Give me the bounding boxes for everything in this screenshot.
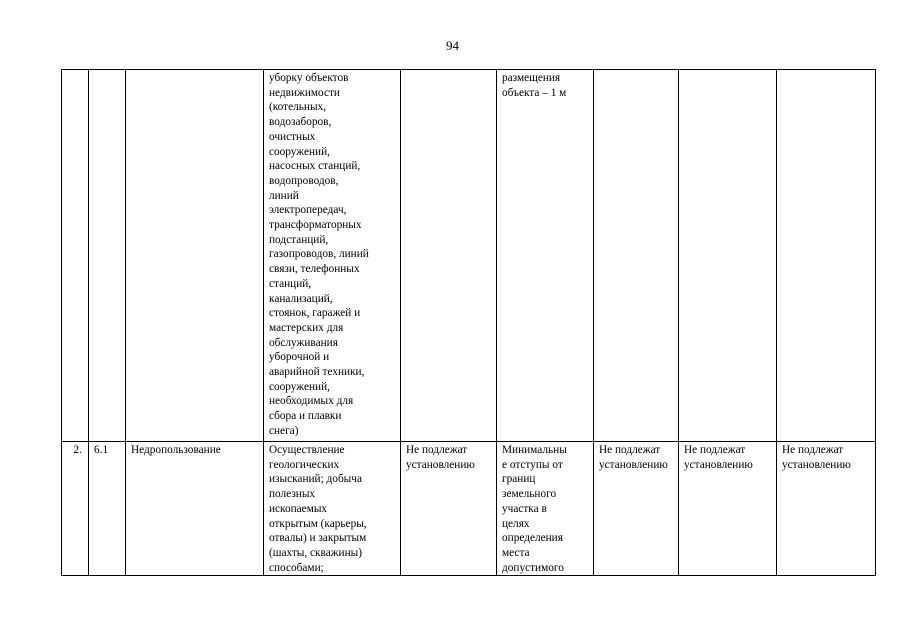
- col6-cell: Минимальны е отступы от границ земельного участка в целях определения места допустимого: [497, 442, 594, 576]
- col9-cell: [777, 70, 876, 442]
- description-cell: уборку объектов недвижимости (котельных, водозаборов, очистных сооружений, насосных станций, водопроводов, линий электропередач, трансформаторных подстанций, газопроводов, линий связи, телефонных станций, канализаций, стоянок, гаражей и мастерских для обслуживания уборочной и аварийной техники, сооружений, необходимых для сбора и плавки снега): [264, 70, 401, 442]
- col7-cell: Не подлежат установлению: [594, 442, 679, 576]
- table-row: [62, 70, 876, 442]
- description-cell: Осуществление геологических изысканий; добыча полезных ископаемых открытым (карьеры, отвалы) и закрытым (шахты, скважины) способами;: [264, 442, 401, 576]
- col7-cell: [594, 70, 679, 442]
- regulations-table: [61, 69, 876, 576]
- use-name-cell: [126, 70, 264, 442]
- col9-cell: Не подлежат установлению: [777, 442, 876, 576]
- col8-cell: [679, 70, 777, 442]
- page-number: 94: [446, 38, 459, 53]
- table-row: [62, 442, 876, 576]
- col8-cell: Не подлежат установлению: [679, 442, 777, 576]
- col5-cell: [401, 70, 497, 442]
- code-cell: [89, 70, 126, 442]
- col6-cell: размещения объекта – 1 м: [497, 70, 594, 442]
- code-cell: 6.1: [89, 442, 126, 576]
- row-number-cell: 2.: [62, 442, 89, 576]
- row-number-cell: [62, 70, 89, 442]
- use-name-cell: Недропользование: [126, 442, 264, 576]
- col5-cell: Не подлежат установлению: [401, 442, 497, 576]
